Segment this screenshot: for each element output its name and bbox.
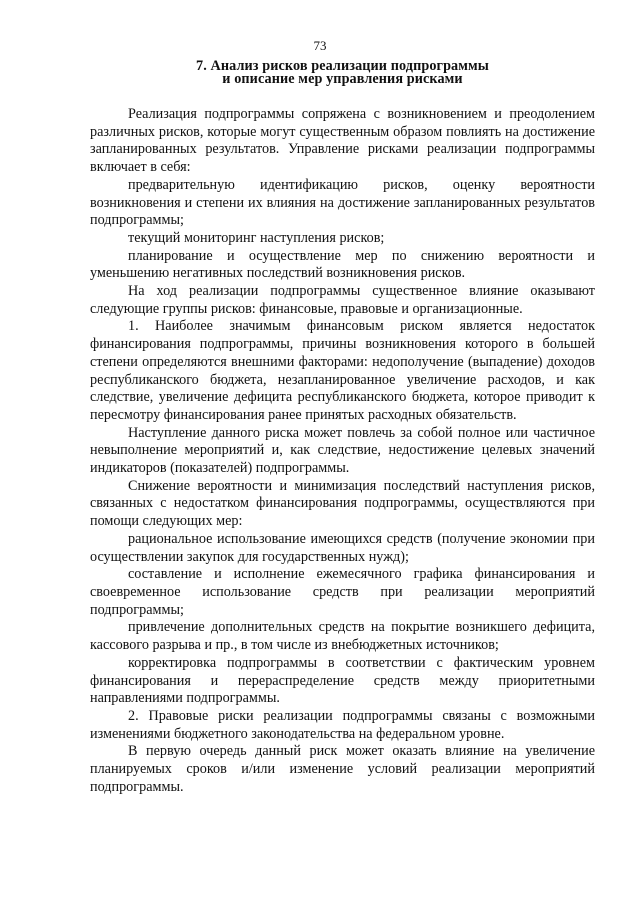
section-heading-line-1: 7. Анализ рисков реализации подпрограммы [196,58,489,74]
paragraph-legal-risk: 2. Правовые риски реализации подпрограммы связаны с возможными изменениями бюджетного законодательства на федеральном уровне. [90,707,595,742]
section-heading [90,60,595,86]
paragraph-risk-groups: На ход реализации подпрограммы существенное влияние оказывают следующие группы рисков: финансовые, правовые и организационные. [90,283,595,317]
paragraph-risk-identification: предварительную идентификацию рисков, оценку вероятности возникновения и степени их влияния на достижение запланированных результатов подпрограммы; [90,176,595,229]
paragraph-risk-monitoring: текущий мониторинг наступления рисков; [128,229,385,246]
section-body [90,106,595,796]
paragraph-financial-risk: 1. Наиболее значимым финансовым риском является недостаток финансирования подпрограммы, причины возникновения которого в большей степени определяются внешними факторами: недополучение (выпадение) доходов республиканского бюджета, незапланированное увеличение расходов, и как следствие, увеличение дефицита республиканского бюджета, которое приводит к пересмотру финансирования ранее принятых расходных обязательств. [90,318,595,423]
page-number: 73 [313,38,327,53]
paragraph-measure-additional-funds: привлечение дополнительных средств на покрытие возникшего дефицита, кассового разрыва и пр., в том числе из внебюджетных источников; [90,619,595,654]
paragraph-mitigation-intro: Снижение вероятности и минимизация последствий наступления рисков, связанных с недостатком финансирования подпрограммы, осуществляются при помощи следующих мер: [90,477,595,530]
paragraph-risk-planning: планирование и осуществление мер по снижению вероятности и уменьшению негативных последствий возникновения рисков. [90,247,595,282]
paragraph-measure-rational-use: рациональное использование имеющихся средств (получение экономии при осуществлении закупок для государственных нужд); [90,530,595,565]
paragraph-measure-adjustment: корректировка подпрограммы в соответствии с фактическим уровнем финансирования и перераспределение средств между приоритетными направлениями подпрограммы. [90,654,595,707]
paragraph-measure-schedule: составление и исполнение ежемесячного графика финансирования и своевременное использование средств при реализации мероприятий подпрограммы; [90,566,595,618]
paragraph-intro: Реализация подпрограммы сопряжена с возникновением и преодолением различных рисков, которые могут существенным образом повлиять на достижение запланированных результатов. Управление рисками реализации подпрограммы включает в себя: [90,106,595,176]
paragraph-legal-risk-impact: В первую очередь данный риск может оказать влияние на увеличение планируемых сроков и/или изменение условий реализации мероприятий подпрограммы. [90,743,595,795]
paragraph-risk-consequences: Наступление данного риска может повлечь за собой полное или частичное невыполнение мероприятий и, как следствие, недостижение целевых значений индикаторов (показателей) подпрограммы. [90,424,595,477]
section-heading-line-2: и описание мер управления рисками [222,71,463,87]
